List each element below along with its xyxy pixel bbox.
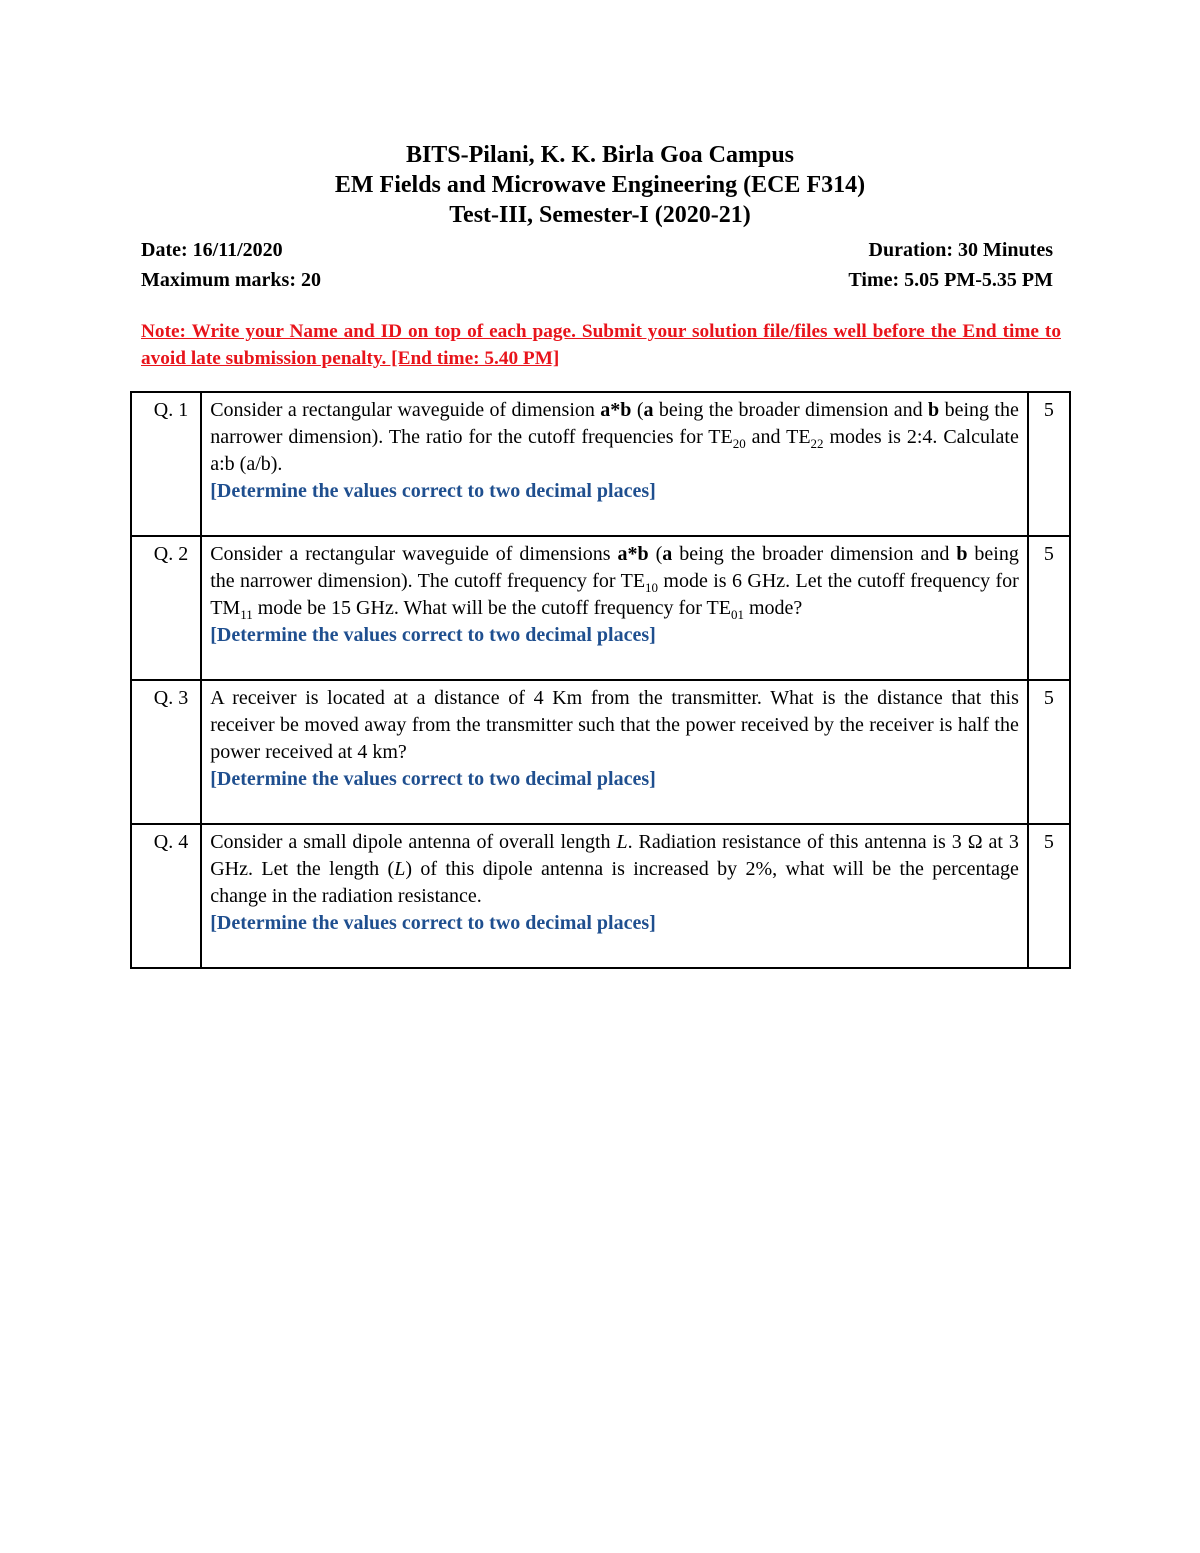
table-row	[131, 392, 1070, 536]
instruction-text: [Determine the values correct to two decimal places]	[210, 912, 656, 934]
question-marks: 5	[1028, 680, 1070, 824]
question-text: A receiver is located at a distance of 4 Km from the transmitter. What is the distance that this receiver be moved away from the transmitter such that the power received by the receiver is half the power received at 4 km? [Determine the values correct to two decimal places]	[201, 680, 1028, 824]
table-row	[131, 824, 1070, 968]
question-marks: 5	[1028, 392, 1070, 536]
exam-date: Date: 16/11/2020	[141, 239, 283, 261]
question-marks: 5	[1028, 536, 1070, 680]
exam-time: Time: 5.05 PM-5.35 PM	[848, 269, 1053, 291]
document-header	[0, 140, 1200, 230]
submission-note: Note: Write your Name and ID on top of each page. Submit your solution file/files well before the End time to avoid late submission penalty. [End time: 5.40 PM]	[141, 321, 1061, 369]
course-title: EM Fields and Microwave Engineering (ECE F314)	[334, 172, 866, 198]
question-text: Consider a rectangular waveguide of dimension a*b (a being the broader dimension and b being the narrower dimension). The ratio for the cutoff frequencies for $TE_{20}$ and $TE_{22}$ modes is 2:4. Calculate a:b (a/b). [Determine the values correct to two decimal places]	[201, 392, 1028, 536]
question-text: Consider a small dipole antenna of overall length L. Radiation resistance of this antenna is 3 Ω at 3 GHz. Let the length (L) of this dipole antenna is increased by 2%, what will be the percentage change in the radiation resistance. [Determine the values correct to two decimal places]	[201, 824, 1028, 968]
question-marks: 5	[1028, 824, 1070, 968]
questions-table	[130, 391, 1071, 969]
instruction-text: [Determine the values correct to two decimal places]	[210, 624, 656, 646]
exam-duration: Duration: 30 Minutes	[868, 239, 1053, 261]
question-number: Q. 3	[131, 680, 201, 824]
test-title: Test-III, Semester-I (2020-21)	[449, 202, 751, 228]
instruction-text: [Determine the values correct to two decimal places]	[210, 768, 656, 790]
maximum-marks: Maximum marks: 20	[141, 269, 321, 291]
instruction-text: [Determine the values correct to two decimal places]	[210, 480, 656, 502]
question-number: Q. 2	[131, 536, 201, 680]
question-number: Q. 4	[131, 824, 201, 968]
table-row	[131, 680, 1070, 824]
table-row	[131, 536, 1070, 680]
institute-title: BITS-Pilani, K. K. Birla Goa Campus	[405, 142, 795, 168]
question-text: Consider a rectangular waveguide of dimensions a*b (a being the broader dimension and b being the narrower dimension). The cutoff frequency for $TE_{10}$ mode is 6 GHz. Let the cutoff frequency for $TM_{11}$ mode be 15 GHz. What will be the cutoff frequency for $TE_{01}$ mode? [Determine the values correct to two decimal places]	[201, 536, 1028, 680]
question-number: Q. 1	[131, 392, 201, 536]
